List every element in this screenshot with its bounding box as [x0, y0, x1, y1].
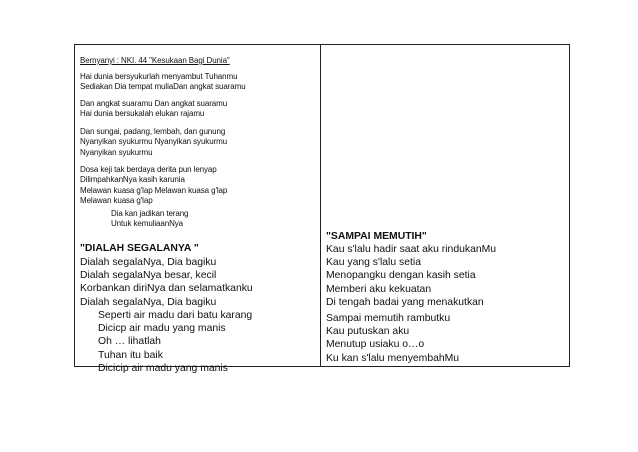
lyric-line: Dosa keji tak berdaya derita pun lenyap [80, 165, 217, 174]
lyric-line: Memberi aku kekuatan [326, 283, 432, 295]
lyrics-table [74, 44, 570, 374]
lyric-line: Melawan kuasa g'lap [80, 195, 153, 205]
lyric-line: Dan angkat suaramu Dan angkat suaramu [80, 99, 228, 108]
lyric-line: Dicicp air madu yang manis [98, 323, 226, 335]
lyric-line: Dialah segalaNya besar, kecil [80, 270, 217, 282]
lyric-line: Nyanyikan syukurmu Nyanyikan syukurmu [80, 137, 228, 147]
stanza-4 [80, 165, 227, 206]
right-column [321, 45, 569, 366]
verse-left [80, 256, 253, 309]
lyric-line: Tuhan itu baik [98, 349, 163, 361]
lyric-line: Melawan kuasa g'lap Melawan kuasa g'lap [80, 185, 228, 195]
chorus-right [326, 312, 459, 365]
chorus-left [98, 309, 252, 375]
song-title-left [80, 242, 199, 255]
lyric-line: Dia kan jadikan terang [111, 209, 189, 218]
lyric-line: Ku kan s'lalu menyembahMu [326, 352, 460, 364]
lyric-line: Sampai memutih rambutku [326, 313, 451, 324]
lyric-line: Untuk kemuliaanNya [111, 219, 184, 229]
song-header-text: Bernyanyi : NKI. 44 "Kesukaan Bagi Dunia" [80, 56, 230, 65]
lyric-line: Oh … lihatlah [98, 336, 161, 348]
lyric-line: Sediakan Dia tempat muliaDan angkat suaramu [80, 82, 246, 92]
song-title-text: "SAMPAI MEMUTIH" [326, 231, 427, 242]
lyric-line: Kau s'lalu hadir saat aku rindukanMu [326, 244, 497, 255]
lyric-line: Korbankan diriNya dan selamatkanku [80, 283, 253, 295]
song-title-right [326, 230, 427, 243]
stanza-1 [80, 72, 246, 93]
stanza-2 [80, 99, 227, 120]
lyric-line: Menopangku dengan kasih setia [326, 270, 476, 282]
lyric-line: Hai dunia bersukalah elukan rajamu [80, 109, 205, 119]
lyric-line: Menutup usiaku o…o [326, 339, 425, 351]
lyric-line: Nyanyikan syukurmu [80, 147, 153, 157]
stanza-3 [80, 127, 227, 158]
song-header [80, 56, 230, 66]
lyric-line: Dialah segalaNya, Dia bagiku [80, 257, 217, 268]
lyric-line: Kau putuskan aku [326, 326, 410, 338]
lyric-line: Dan sungai, padang, lembah, dan gunung [80, 127, 226, 136]
stanza-5 [111, 209, 188, 230]
lyric-line: Dicicip air madu yang manis [98, 362, 228, 374]
lyric-line: Dialah segalaNya, Dia bagiku [80, 296, 217, 308]
left-column [75, 45, 321, 374]
lyric-line: Hai dunia bersyukurlah menyambut Tuhanmu [80, 72, 238, 81]
song-title-text: "DIALAH SEGALANYA " [80, 243, 199, 254]
lyric-line: Di tengah badai yang menakutkan [326, 296, 484, 308]
lyric-line: Kau yang s'lalu setia [326, 257, 421, 269]
verse-right [326, 243, 496, 309]
lyric-line: Seperti air madu dari batu karang [98, 310, 253, 321]
lyric-line: DilimpahkanNya kasih karunia [80, 175, 185, 185]
